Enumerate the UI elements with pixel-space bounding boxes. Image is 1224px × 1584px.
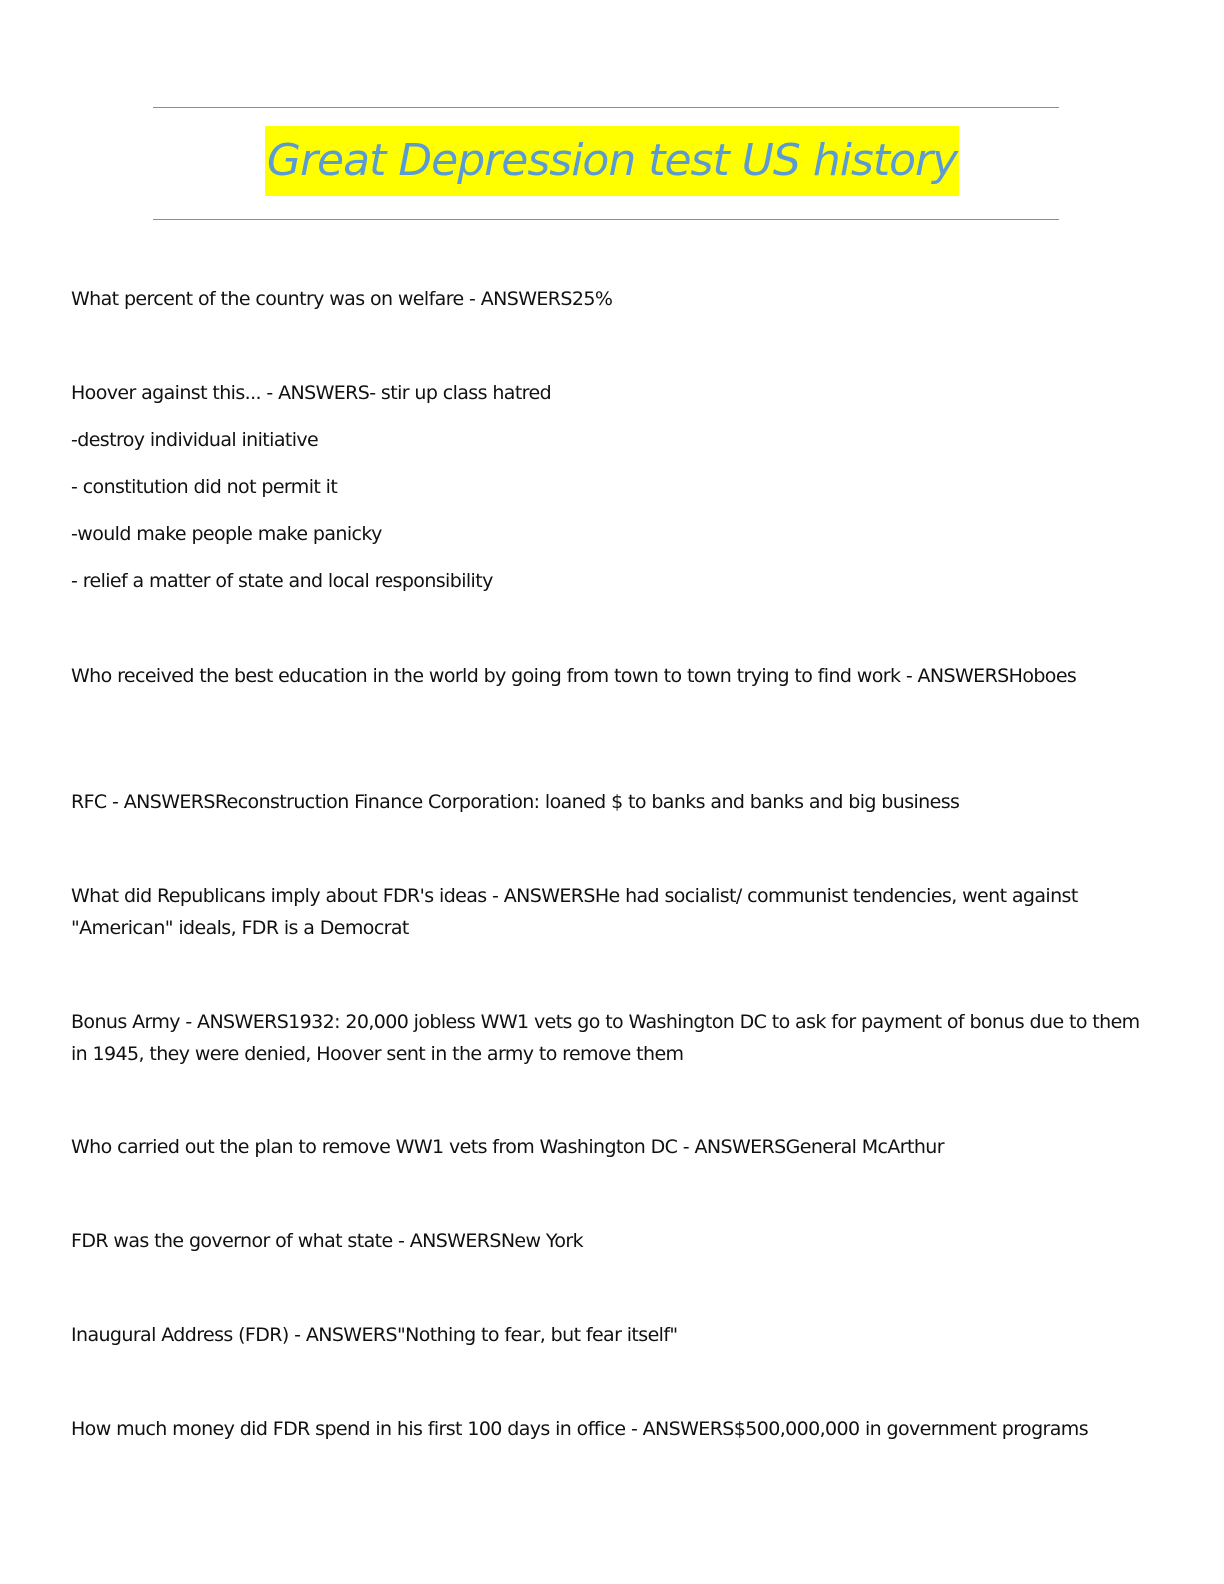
qa-item-rfc: RFC - ANSWERSReconstruction Finance Corporation: loaned $ to banks and banks and big business [71, 791, 960, 813]
document-title: Great Depression test US history [265, 126, 959, 196]
hoover-point-panicky: -would make people make panicky [71, 523, 382, 545]
qa-item-republicans-fdr: What did Republicans imply about FDR's ideas - ANSWERSHe had socialist/ communist tendencies, went against "American" ideals, FDR is a Democrat [71, 885, 1078, 939]
qa-item-first-100-days: How much money did FDR spend in his first 100 days in office - ANSWERS$500,000,000 in government programs [71, 1418, 1088, 1440]
title-top-rule [153, 107, 1059, 108]
qa-item-mcarthur: Who carried out the plan to remove WW1 vets from Washington DC - ANSWERSGeneral McArthur [71, 1136, 944, 1158]
hoover-point-initiative: -destroy individual initiative [71, 429, 319, 451]
qa-item-bonus-army: Bonus Army - ANSWERS1932: 20,000 jobless WW1 vets go to Washington DC to ask for payment of bonus due to them in 1945, they were denied, Hoover sent in the army to remove them [71, 1011, 1140, 1065]
title-bottom-rule [153, 219, 1059, 220]
hoover-point-constitution: - constitution did not permit it [71, 476, 338, 498]
title-container [0, 126, 1224, 196]
hoover-point-relief: - relief a matter of state and local responsibility [71, 570, 493, 592]
qa-item-fdr-governor: FDR was the governor of what state - ANSWERSNew York [71, 1230, 584, 1252]
qa-item-hoboes: Who received the best education in the world by going from town to town trying to find work - ANSWERSHoboes [71, 665, 1077, 687]
qa-item-inaugural-address: Inaugural Address (FDR) - ANSWERS"Nothing to fear, but fear itself" [71, 1324, 678, 1346]
qa-item-hoover-against: Hoover against this... - ANSWERS- stir up class hatred [71, 382, 552, 404]
qa-item-welfare-percent: What percent of the country was on welfare - ANSWERS25% [71, 288, 613, 310]
